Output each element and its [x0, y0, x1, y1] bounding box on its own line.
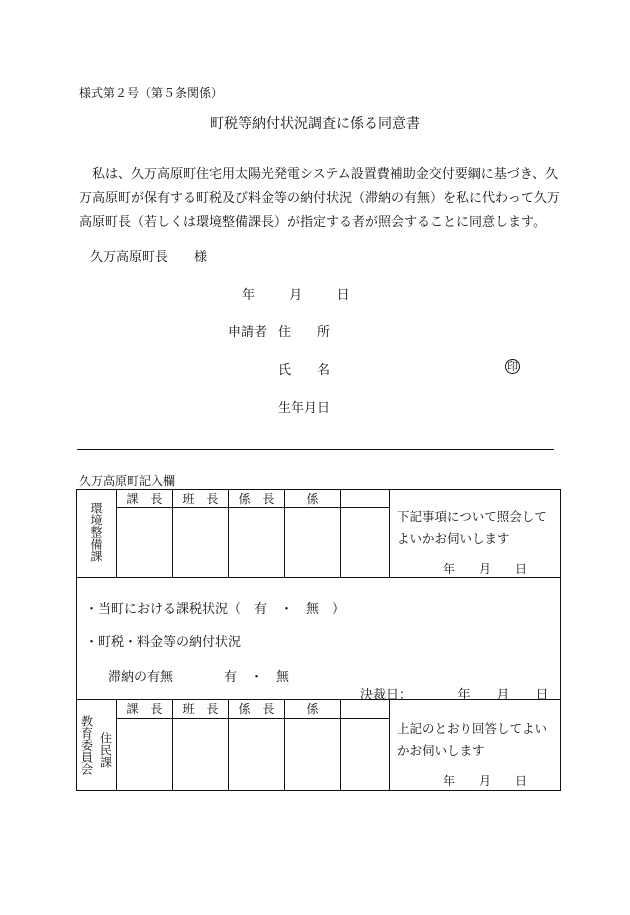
payment-status-label: ・町税・料金等の納付状況 [85, 635, 242, 650]
stamp-cell[interactable] [229, 508, 285, 578]
stamp-cell[interactable] [285, 718, 341, 791]
dept2-label-2: 教育委員会 [79, 715, 94, 775]
date-day: 日 [336, 288, 350, 303]
arrears-options: 有 ・ 無 [224, 670, 290, 685]
date-month: 月 [289, 288, 303, 303]
addressee-name: 久万高原町長 [90, 250, 169, 265]
request-note-1: 下記事項について照会してよいかお伺いします [397, 509, 547, 546]
stamp-header: 係 長 [229, 490, 285, 508]
document-title: 町税等納付状況調査に係る同意書 [210, 116, 420, 132]
dept2-label-1: 住民課 [98, 732, 113, 768]
stamp-header: 係 [285, 490, 341, 508]
office-approval-box-2 [76, 700, 561, 791]
tax-status-label: ・当町における課税状況（ 有 ・ 無 ） [85, 602, 346, 617]
arrears-label: 滞納の有無 [108, 670, 174, 685]
stamp-cell[interactable] [285, 508, 341, 578]
stamp-header: 班 長 [173, 490, 229, 508]
request-date-1: 年 月 日 [443, 562, 528, 576]
stamp-cell[interactable] [229, 718, 285, 791]
stamp-cell[interactable] [117, 508, 173, 578]
stamp-cell[interactable] [341, 508, 390, 578]
decision-date-label: 決裁日： [360, 688, 413, 703]
addressee-honorific: 様 [194, 250, 208, 265]
section-divider [77, 449, 554, 450]
stamp-header: 課 長 [117, 700, 173, 718]
form-number: 様式第２号（第５条関係） [79, 86, 224, 100]
stamp-header: 係 長 [229, 700, 285, 718]
stamp-cell[interactable] [173, 508, 229, 578]
stamp-header: 課 長 [117, 490, 173, 508]
decision-date-row: 決裁日： 年 月 日 [360, 688, 549, 703]
dept-label-cell [77, 700, 117, 791]
stamp-cell[interactable] [341, 718, 390, 791]
office-approval-box-1 [76, 489, 561, 578]
stamp-cell[interactable] [173, 718, 229, 791]
applicant-address-label: 住 所 [278, 325, 331, 340]
applicant-birthdate-label: 生年月日 [278, 401, 331, 416]
stamp-header: 係 [285, 700, 341, 718]
request-date-2: 年 月 日 [443, 774, 528, 788]
date-row [242, 284, 350, 303]
consent-text: 私は、久万高原町住宅用太陽光発電システム設置費補助金交付要綱に基づき、久万高原町が保有する町税及び料金等の納付状況（滞納の有無）を私に代わって久万高原町長（若しくは環境整備課長）が指定する者が照会することに同意します。 [79, 167, 560, 230]
request-note-2: 上記のとおり回答してよいかお伺いします [397, 721, 548, 758]
stamp-cell[interactable] [117, 718, 173, 791]
applicant-name-label: 氏 名 [278, 363, 331, 378]
stamp-header [341, 700, 390, 718]
stamp-grid-1 [76, 489, 390, 578]
seal-mark-icon: 印 [507, 360, 518, 373]
tax-status-section [76, 578, 561, 703]
dept-label-cell [77, 490, 117, 578]
stamp-header [341, 490, 390, 508]
dept1-label: 環境整備課 [89, 502, 103, 562]
office-section-label: 久万高原町記入欄 [79, 474, 176, 488]
stamp-header: 班 長 [173, 700, 229, 718]
date-year: 年 [242, 288, 256, 303]
addressee [90, 246, 207, 265]
applicant-label: 申請者 [228, 325, 268, 340]
stamp-grid-2 [76, 700, 390, 791]
